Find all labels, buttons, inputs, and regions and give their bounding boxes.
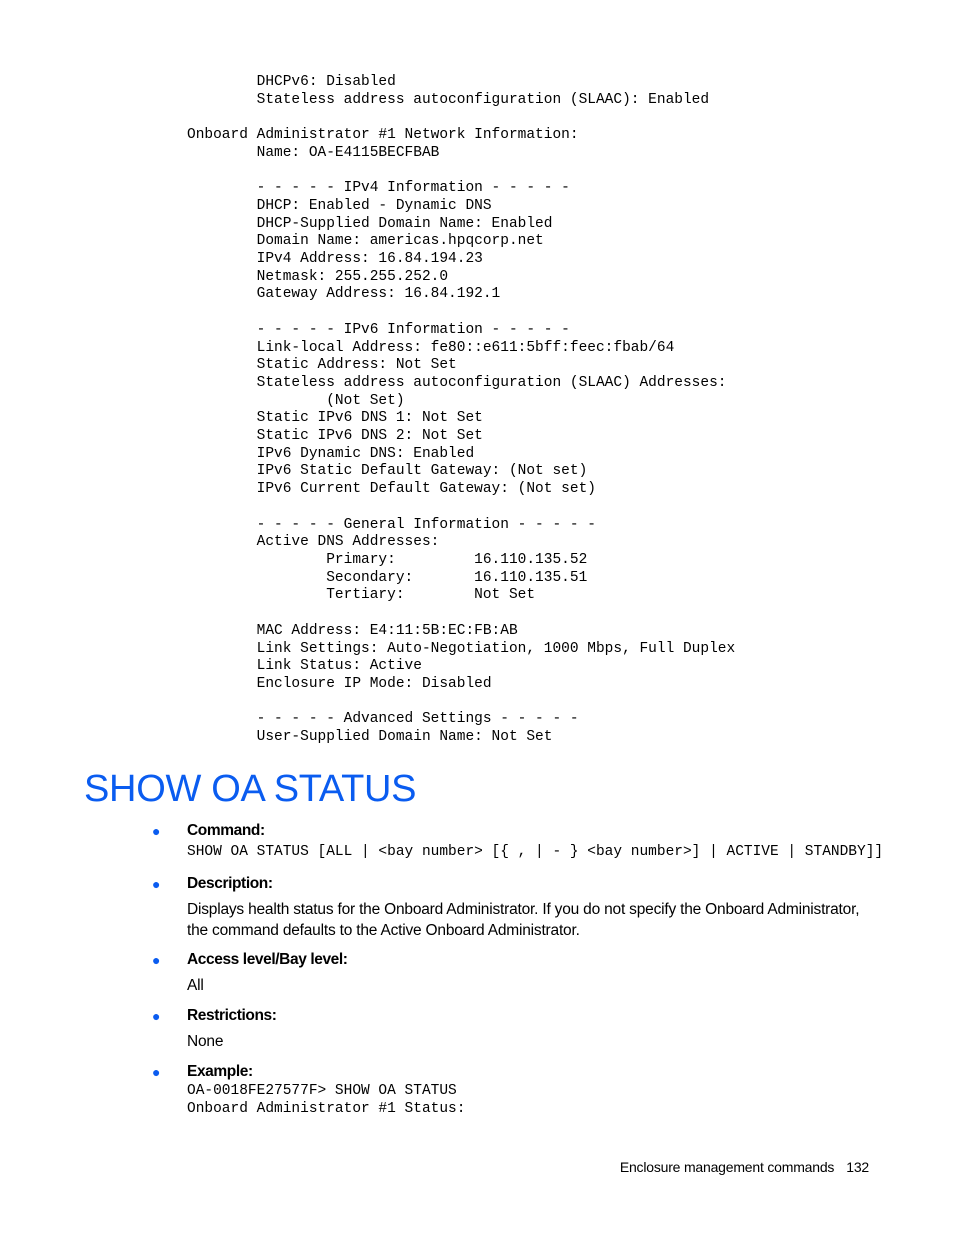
code-line: Static Address: Not Set	[187, 357, 457, 374]
bullet-icon: ●	[152, 952, 161, 968]
code-line: Link Status: Active	[187, 658, 422, 675]
code-line: Link Settings: Auto-Negotiation, 1000 Mbps, Full Duplex	[187, 640, 736, 657]
code-line	[187, 109, 196, 125]
code-line: Tertiary: Not Set	[187, 587, 536, 604]
bullet-icon: ●	[152, 876, 161, 892]
code-line: DHCP-Supplied Domain Name: Enabled	[187, 215, 553, 232]
section-title: SHOW OA STATUS	[84, 768, 417, 810]
code-line	[187, 163, 196, 179]
code-line: (Not Set)	[187, 392, 405, 409]
code-line	[187, 605, 196, 621]
code-line: - - - - - General Information - - - - -	[187, 516, 596, 533]
code-line: Domain Name: americas.hpqcorp.net	[187, 233, 544, 250]
code-line: Static IPv6 DNS 2: Not Set	[187, 428, 483, 445]
access-level-label: Access level/Bay level:	[187, 951, 348, 968]
command-details-list	[150, 820, 884, 1118]
code-line: Static IPv6 DNS 1: Not Set	[187, 410, 483, 427]
page-number: 132	[846, 1159, 869, 1175]
code-line: Primary: 16.110.135.52	[187, 551, 588, 568]
code-line: DHCPv6: Disabled	[187, 74, 396, 90]
code-line: Gateway Address: 16.84.192.1	[187, 286, 501, 303]
code-line: IPv4 Address: 16.84.194.23	[187, 251, 483, 268]
list-item-description	[150, 873, 880, 949]
code-line: IPv6 Current Default Gateway: (Not set)	[187, 481, 596, 498]
description-text: Displays health status for the Onboard Administrator. If you do not specify the Onboard Administrator, the command defaults to the Active Onboard Administrator.	[187, 901, 860, 939]
access-level-value: All	[187, 977, 204, 994]
list-item-example	[150, 1061, 880, 1118]
list-item-access-level	[150, 949, 880, 1005]
code-line: IPv6 Static Default Gateway: (Not set)	[187, 463, 588, 480]
code-line: Name: OA-E4115BECFBAB	[187, 144, 440, 161]
code-line: - - - - - IPv6 Information - - - - -	[187, 321, 570, 338]
code-line: Enclosure IP Mode: Disabled	[187, 675, 492, 692]
code-line: Netmask: 255.255.252.0	[187, 268, 449, 285]
code-line: MAC Address: E4:11:5B:EC:FB:AB	[187, 622, 518, 639]
code-line: Active DNS Addresses:	[187, 534, 440, 551]
page-footer	[620, 1157, 869, 1177]
example-label: Example:	[187, 1063, 253, 1080]
list-item-restrictions	[150, 1005, 880, 1061]
code-line	[187, 694, 196, 710]
footer-section-name: Enclosure management commands	[619, 1159, 835, 1175]
restrictions-label: Restrictions:	[187, 1007, 277, 1024]
code-line: Link-local Address: fe80::e611:5bff:feec:fbab/64	[187, 339, 675, 356]
code-line: - - - - - Advanced Settings - - - - -	[187, 711, 579, 728]
example-code-line: OA-0018FE27577F> SHOW OA STATUS	[187, 1083, 457, 1099]
network-info-code-block	[187, 74, 735, 747]
code-line: - - - - - IPv4 Information - - - - -	[187, 180, 570, 197]
restrictions-value: None	[187, 1033, 224, 1050]
bullet-icon: ●	[152, 1064, 161, 1080]
command-syntax: SHOW OA STATUS [ALL | <bay number> [{ , | - } <bay number>] | ACTIVE | STANDBY]]	[187, 844, 884, 860]
code-line: Stateless address autoconfiguration (SLAAC): Enabled	[187, 91, 710, 108]
code-line	[187, 499, 196, 515]
code-line: Secondary: 16.110.135.51	[187, 569, 588, 586]
code-line: Onboard Administrator #1 Network Information:	[187, 127, 579, 144]
code-line: IPv6 Dynamic DNS: Enabled	[187, 445, 475, 462]
code-line: DHCP: Enabled - Dynamic DNS	[187, 197, 492, 214]
bullet-icon: ●	[152, 1008, 161, 1024]
description-label: Description:	[187, 875, 273, 892]
bullet-icon: ●	[152, 823, 161, 839]
command-label: Command:	[187, 822, 265, 839]
code-line: Stateless address autoconfiguration (SLAAC) Addresses:	[187, 374, 727, 391]
code-line	[187, 304, 196, 320]
code-line: User-Supplied Domain Name: Not Set	[187, 729, 553, 746]
list-item-command	[150, 820, 884, 873]
example-code-line: Onboard Administrator #1 Status:	[187, 1100, 466, 1117]
